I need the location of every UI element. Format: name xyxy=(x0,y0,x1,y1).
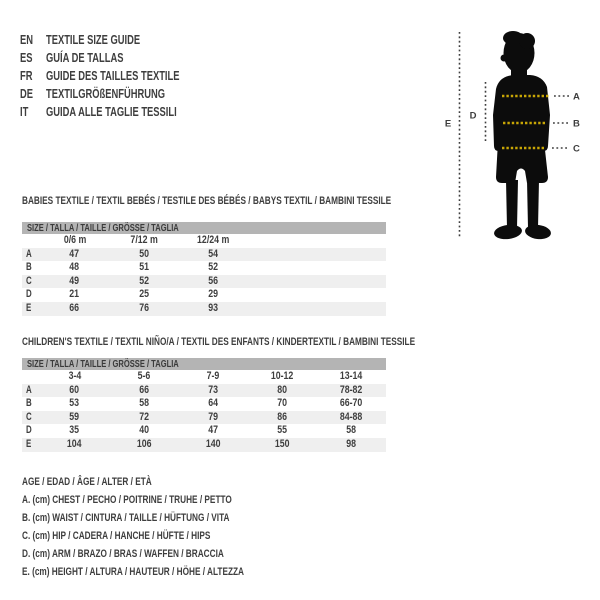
legend-line-age xyxy=(22,473,318,491)
cell-empty xyxy=(248,288,317,302)
column-header xyxy=(109,234,178,248)
cell-value xyxy=(40,302,109,316)
language-label: TEXTILGRÖßENFÜHRUNG xyxy=(46,86,166,101)
marker-label-a: A xyxy=(573,91,580,103)
cell-value-text: 35 xyxy=(69,424,80,437)
cell-value-text: 56 xyxy=(208,274,218,287)
child-silhouette-icon xyxy=(493,31,552,241)
cell-value xyxy=(40,248,109,262)
cell-value xyxy=(248,397,317,411)
cell-value-text: 64 xyxy=(208,397,218,410)
cell-value xyxy=(109,411,178,425)
babies-section-title-text: BABIES TEXTILE / TEXTIL BEBÉS / TESTILE DES BÉBÉS / BABYS TEXTIL / BAMBINI TESSILE xyxy=(22,195,392,207)
cell-value-text: 86 xyxy=(277,410,288,423)
row-label xyxy=(22,411,40,425)
cell-value-text: 78-82 xyxy=(340,383,363,396)
cell-value-text: 66-70 xyxy=(340,397,363,410)
child-silhouette-diagram xyxy=(440,25,600,245)
cell-value-text: 48 xyxy=(69,261,80,274)
legend-line-waist xyxy=(22,509,318,527)
column-header xyxy=(178,234,247,248)
babies-column-header-row xyxy=(22,234,386,248)
language-label: GUIDA ALLE TAGLIE TESSILI xyxy=(46,104,177,119)
language-code: DE xyxy=(20,86,34,101)
cell-value-text: 29 xyxy=(208,288,218,301)
cell-value-text: 51 xyxy=(138,261,149,274)
table-row xyxy=(22,438,386,452)
table-row xyxy=(22,384,386,398)
cell-empty xyxy=(248,261,317,275)
row-label xyxy=(22,397,40,411)
cell-value-text: 53 xyxy=(69,397,80,410)
cell-value xyxy=(178,288,247,302)
language-code: EN xyxy=(20,32,34,47)
cell-value xyxy=(109,288,178,302)
cell-value-text: 93 xyxy=(208,301,218,314)
cell-value xyxy=(178,438,247,452)
cell-empty xyxy=(317,248,386,262)
column-header xyxy=(248,370,317,384)
cell-value-text: 50 xyxy=(138,247,149,260)
row-label xyxy=(22,384,40,398)
column-header-text: 0/6 m xyxy=(63,234,86,246)
legend-line-text: A. (cm) CHEST / PECHO / POITRINE / TRUHE / PETTO xyxy=(22,494,232,507)
cell-value xyxy=(40,397,109,411)
measurement-figure xyxy=(440,25,600,245)
cell-value-text: 55 xyxy=(277,424,288,437)
cell-value-text: 58 xyxy=(346,424,357,437)
cell-value xyxy=(109,424,178,438)
cell-empty xyxy=(317,275,386,289)
babies-size-table xyxy=(22,222,386,316)
table-row xyxy=(22,261,386,275)
cell-empty xyxy=(317,288,386,302)
legend-line-text: B. (cm) WAIST / CINTURA / TAILLE / HÜFTUNG / VITA xyxy=(22,512,230,525)
children-section-title xyxy=(22,336,546,348)
cell-value xyxy=(40,261,109,275)
cell-value-text: 25 xyxy=(138,288,149,301)
row-label-text: C xyxy=(26,274,32,287)
children-column-header-row xyxy=(22,370,386,384)
cell-empty xyxy=(248,248,317,262)
column-header-text: 7-9 xyxy=(206,370,220,382)
cell-value-text: 59 xyxy=(69,410,80,423)
cell-value xyxy=(178,424,247,438)
column-header xyxy=(109,370,178,384)
legend-line-hip xyxy=(22,527,318,545)
cell-value xyxy=(317,438,386,452)
column-header-text: 5-6 xyxy=(137,370,151,382)
cell-value-text: 73 xyxy=(208,383,218,396)
row-label xyxy=(22,288,40,302)
cell-value xyxy=(109,302,178,316)
language-row-de xyxy=(20,85,231,103)
language-code: FR xyxy=(20,68,33,83)
children-size-header-bar xyxy=(22,358,386,370)
cell-value xyxy=(40,411,109,425)
column-header xyxy=(178,370,247,384)
column-header xyxy=(40,370,109,384)
language-label: GUÍA DE TALLAS xyxy=(46,50,124,65)
row-label xyxy=(22,438,40,452)
cell-value xyxy=(248,384,317,398)
marker-label-c: C xyxy=(573,143,580,155)
row-label xyxy=(22,261,40,275)
legend-line-text: AGE / EDAD / ÂGE / ALTER / ETÀ xyxy=(22,476,152,488)
legend-line-height xyxy=(22,563,318,581)
legend-line-text: D. (cm) ARM / BRAZO / BRAS / WAFFEN / BRACCIA xyxy=(22,548,224,561)
cell-value-text: 150 xyxy=(274,437,290,450)
cell-value xyxy=(178,248,247,262)
row-label-text: B xyxy=(26,261,32,274)
cell-value-text: 84-88 xyxy=(340,410,363,423)
cell-value-text: 40 xyxy=(138,424,149,437)
legend-line-chest xyxy=(22,491,318,509)
row-label-text: E xyxy=(26,301,32,314)
column-header xyxy=(40,234,109,248)
table-row xyxy=(22,288,386,302)
language-row-fr xyxy=(20,67,231,85)
cell-value-text: 98 xyxy=(346,437,357,450)
cell-empty xyxy=(248,275,317,289)
cell-value xyxy=(109,261,178,275)
table-row xyxy=(22,302,386,316)
cell-value xyxy=(248,424,317,438)
babies-section-title xyxy=(22,195,514,207)
cell-value xyxy=(317,411,386,425)
language-label: TEXTILE SIZE GUIDE xyxy=(46,32,141,47)
cell-empty xyxy=(317,261,386,275)
cell-empty xyxy=(317,302,386,316)
cell-value-text: 106 xyxy=(136,437,152,450)
column-header-text: 13-14 xyxy=(340,370,363,382)
cell-value xyxy=(248,438,317,452)
language-code: ES xyxy=(20,50,33,65)
babies-size-header-bar xyxy=(22,222,386,234)
cell-value xyxy=(178,384,247,398)
row-label xyxy=(22,248,40,262)
cell-value-text: 70 xyxy=(277,397,288,410)
cell-value xyxy=(109,397,178,411)
cell-value-text: 49 xyxy=(69,274,80,287)
row-label xyxy=(22,275,40,289)
cell-value xyxy=(178,397,247,411)
cell-value-text: 140 xyxy=(205,437,221,450)
row-label-text: E xyxy=(26,437,32,450)
cell-value xyxy=(178,261,247,275)
cell-value-text: 47 xyxy=(69,247,80,260)
row-label-text: C xyxy=(26,410,32,423)
cell-value xyxy=(317,424,386,438)
row-label-text: A xyxy=(26,247,32,260)
row-label-text: B xyxy=(26,397,32,410)
language-label: GUIDE DES TAILLES TEXTILE xyxy=(46,68,180,83)
legend-line-text: E. (cm) HEIGHT / ALTURA / HAUTEUR / HÖHE / ALTEZZA xyxy=(22,566,244,579)
cell-value-text: 58 xyxy=(138,397,149,410)
cell-value xyxy=(40,424,109,438)
children-section-title-text: CHILDREN'S TEXTILE / TEXTIL NIÑO/A / TEXTIL DES ENFANTS / KINDERTEXTIL / BAMBINI TESSILE xyxy=(22,336,416,348)
cell-value-text: 80 xyxy=(277,383,288,396)
row-label-text: A xyxy=(26,383,32,396)
column-header-text: 7/12 m xyxy=(130,234,158,246)
children-size-table xyxy=(22,358,386,452)
cell-value xyxy=(109,384,178,398)
cell-value-text: 60 xyxy=(69,383,80,396)
cell-value xyxy=(317,397,386,411)
column-header-empty xyxy=(317,234,386,248)
cell-value-text: 52 xyxy=(138,274,149,287)
measurement-legend xyxy=(22,473,318,582)
table-row xyxy=(22,248,386,262)
cell-value xyxy=(109,275,178,289)
babies-size-header-text: SIZE / TALLA / TAILLE / GRÖSSE / TAGLIA xyxy=(27,222,179,234)
language-row-it xyxy=(20,103,231,121)
legend-line-text: C. (cm) HIP / CADERA / HANCHE / HÜFTE / HIPS xyxy=(22,530,211,543)
column-header-text: 3-4 xyxy=(68,370,81,382)
cell-value-text: 54 xyxy=(208,247,218,260)
cell-value xyxy=(109,438,178,452)
marker-label-b: B xyxy=(573,118,580,130)
corner-cell xyxy=(22,234,40,248)
marker-label-e: E xyxy=(444,118,452,130)
row-label-text: D xyxy=(26,424,32,437)
cell-value xyxy=(40,384,109,398)
language-code: IT xyxy=(20,104,29,119)
table-row xyxy=(22,424,386,438)
cell-value-text: 104 xyxy=(67,437,82,450)
cell-value xyxy=(40,275,109,289)
cell-value-text: 52 xyxy=(208,261,218,274)
language-row-es xyxy=(20,49,231,67)
column-header-empty xyxy=(248,234,317,248)
cell-value xyxy=(317,384,386,398)
cell-value xyxy=(40,288,109,302)
cell-value-text: 21 xyxy=(69,288,80,301)
language-row-en xyxy=(20,31,231,49)
marker-label-d: D xyxy=(469,110,477,122)
row-label xyxy=(22,424,40,438)
cell-value-text: 79 xyxy=(208,410,218,423)
cell-value-text: 76 xyxy=(138,301,149,314)
cell-value xyxy=(178,411,247,425)
table-row xyxy=(22,275,386,289)
language-list xyxy=(20,31,231,121)
legend-line-arm xyxy=(22,545,318,563)
row-label-text: D xyxy=(26,288,32,301)
cell-value xyxy=(109,248,178,262)
table-row xyxy=(22,411,386,425)
column-header-text: 12/24 m xyxy=(196,234,230,246)
cell-value xyxy=(248,411,317,425)
corner-cell xyxy=(22,370,40,384)
cell-value xyxy=(178,302,247,316)
table-row xyxy=(22,397,386,411)
column-header xyxy=(317,370,386,384)
cell-value-text: 72 xyxy=(138,410,149,423)
cell-value xyxy=(40,438,109,452)
children-size-header-text: SIZE / TALLA / TAILLE / GRÖSSE / TAGLIA xyxy=(27,358,179,370)
cell-value-text: 66 xyxy=(69,301,80,314)
cell-value xyxy=(178,275,247,289)
column-header-text: 10-12 xyxy=(270,370,294,382)
cell-value-text: 47 xyxy=(208,424,218,437)
cell-empty xyxy=(248,302,317,316)
cell-value-text: 66 xyxy=(138,383,149,396)
row-label xyxy=(22,302,40,316)
